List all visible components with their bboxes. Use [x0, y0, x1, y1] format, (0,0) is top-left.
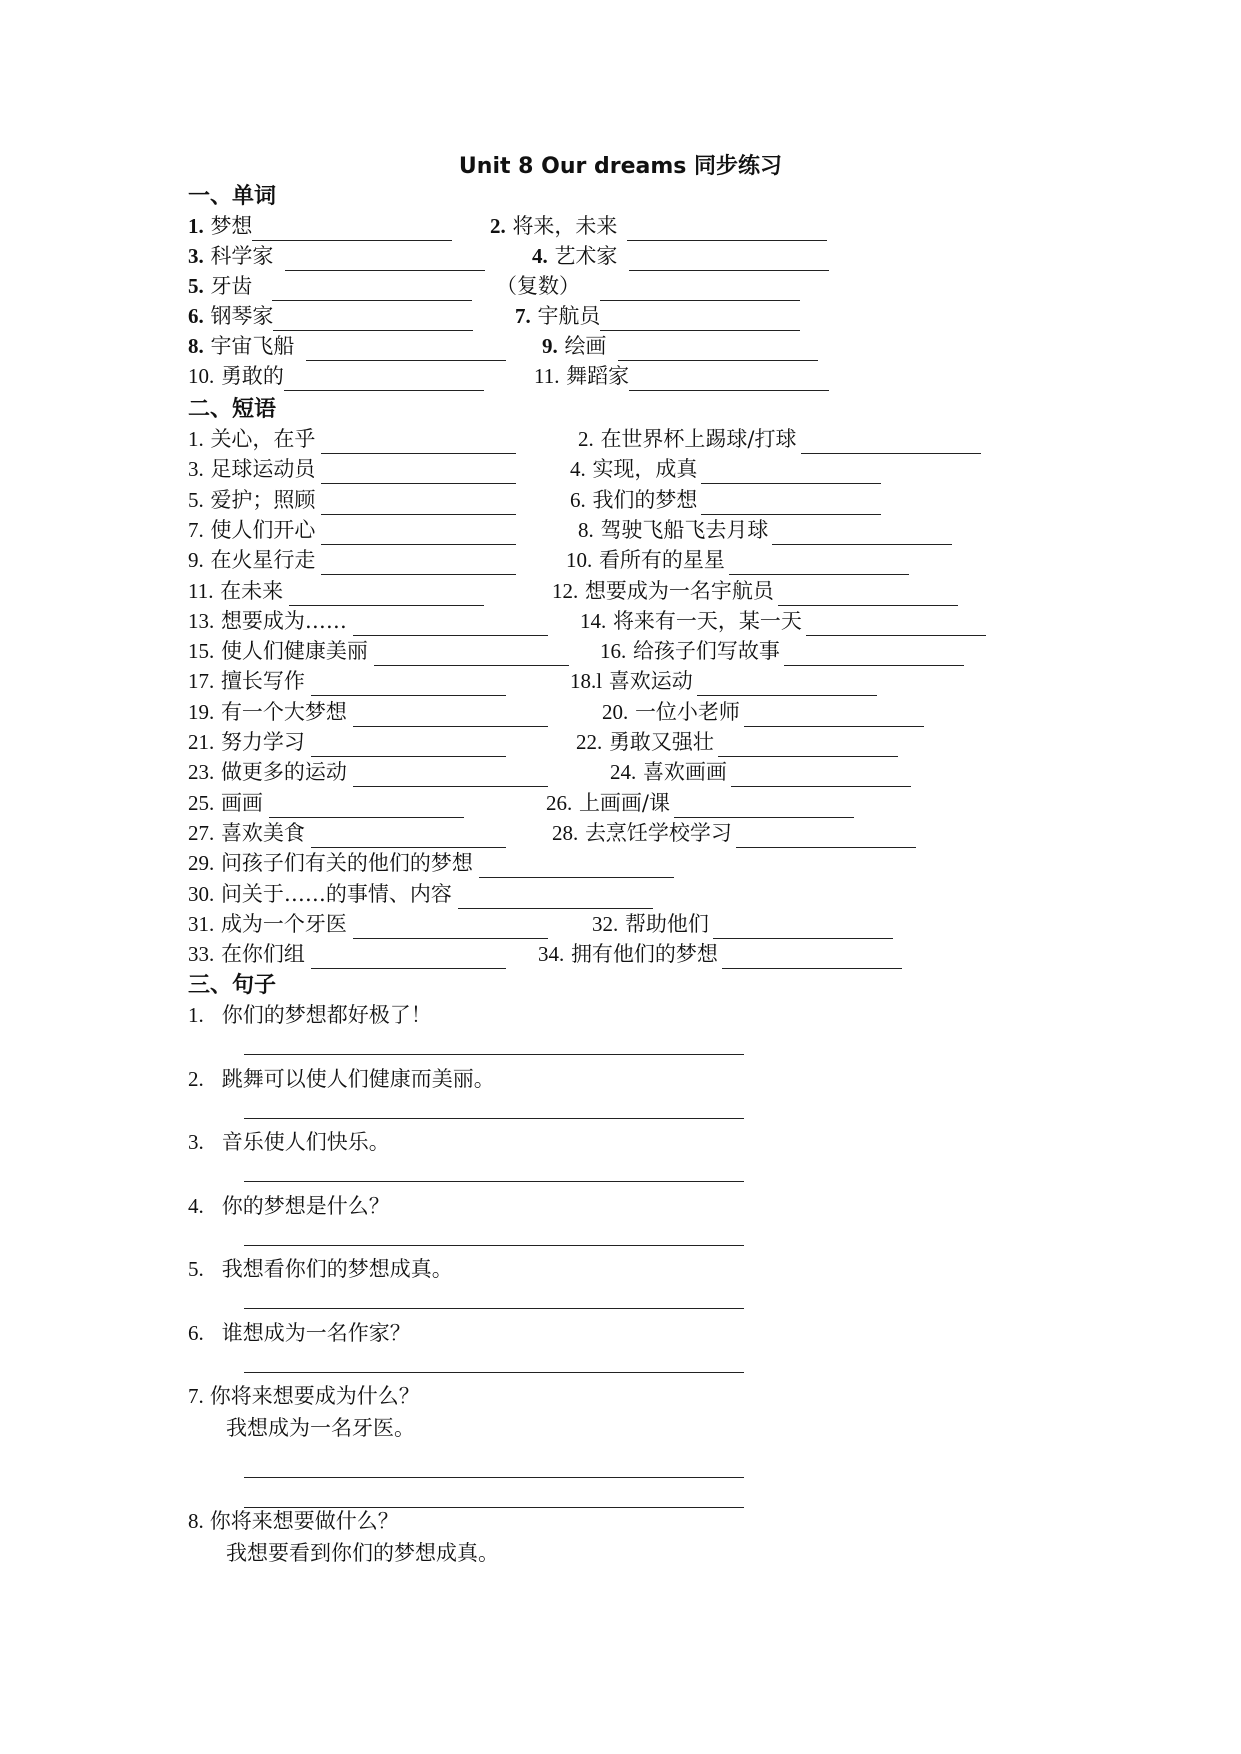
item-number: 2. — [490, 214, 506, 238]
item-number: 1. — [188, 1003, 204, 1027]
exercise-item — [188, 939, 506, 969]
answer-blank[interactable] — [701, 492, 881, 515]
answer-blank[interactable] — [718, 734, 898, 757]
exercise-item — [542, 331, 818, 361]
item-number: 11. — [188, 579, 214, 603]
item-prompt: 在火星行走 — [210, 548, 316, 572]
item-number: 1. — [188, 214, 204, 238]
sentence-item — [188, 1318, 411, 1348]
exercise-item — [188, 606, 548, 636]
item-prompt: 艺术家 — [554, 244, 618, 268]
answer-blank[interactable] — [701, 461, 881, 484]
sentence-prompt: 你们的梦想都好极了！ — [221, 1003, 432, 1027]
item-prompt: 努力学习 — [220, 730, 305, 754]
item-number: 3. — [188, 1130, 204, 1154]
exercise-item — [188, 241, 485, 271]
item-prompt: 拥有他们的梦想 — [570, 942, 718, 966]
answer-blank[interactable] — [801, 431, 981, 454]
answer-blank[interactable] — [311, 734, 506, 757]
answer-line[interactable] — [244, 1372, 744, 1373]
item-prompt: 一位小老师 — [634, 700, 740, 724]
section-heading-sentences: 三、句子 — [188, 973, 277, 998]
item-number: 15. — [188, 639, 215, 663]
sentence-prompt: 你的梦想是什么？ — [221, 1194, 390, 1218]
exercise-item — [538, 939, 902, 969]
sentence-item — [188, 1127, 390, 1157]
item-prompt: 上画画/课 — [578, 791, 671, 815]
item-prompt: 看所有的星星 — [598, 548, 725, 572]
exercise-item — [496, 271, 800, 301]
sentence-prompt: 谁想成为一名作家？ — [221, 1321, 411, 1345]
exercise-item — [188, 697, 548, 727]
answer-blank[interactable] — [353, 764, 548, 787]
item-number: 28. — [552, 821, 579, 845]
exercise-item — [602, 697, 924, 727]
exercise-item — [534, 361, 829, 391]
item-number: 31. — [188, 912, 215, 936]
item-prompt: 牙齿 — [210, 274, 253, 298]
answer-blank[interactable] — [321, 431, 516, 454]
item-number: 8. — [188, 1509, 204, 1533]
exercise-item — [188, 848, 674, 878]
answer-blank[interactable] — [252, 218, 452, 241]
item-number: 34. — [538, 942, 565, 966]
sentence-item — [188, 1254, 453, 1284]
item-number: 6. — [570, 488, 586, 512]
exercise-item — [188, 636, 569, 666]
exercise-item — [580, 606, 986, 636]
item-prompt: 问关于……的事情、内容 — [220, 882, 452, 906]
answer-line[interactable] — [244, 1308, 744, 1309]
sentence-item — [188, 1064, 495, 1094]
exercise-item — [188, 666, 506, 696]
item-prompt: 帮助他们 — [624, 912, 709, 936]
item-prompt: 擅长写作 — [220, 669, 305, 693]
answer-blank[interactable] — [269, 795, 464, 818]
exercise-item — [188, 818, 506, 848]
exercise-item — [592, 909, 893, 939]
answer-blank[interactable] — [479, 855, 674, 878]
exercise-item — [515, 301, 800, 331]
exercise-item — [188, 331, 506, 361]
item-number: 13. — [188, 609, 215, 633]
exercise-item — [490, 211, 827, 241]
item-number: 9. — [188, 548, 204, 572]
item-prompt: 驾驶飞船飞去月球 — [600, 518, 769, 542]
item-number: 33. — [188, 942, 215, 966]
page-title: Unit 8 Our dreams 同步练习 — [458, 154, 783, 179]
answer-line[interactable] — [244, 1181, 744, 1182]
answer-line[interactable] — [244, 1118, 744, 1119]
item-prompt: 宇宙飞船 — [210, 334, 295, 358]
answer-blank[interactable] — [731, 764, 911, 787]
item-prompt: 画画 — [220, 791, 263, 815]
item-prompt: 足球运动员 — [210, 457, 316, 481]
item-number: 10. — [188, 364, 215, 388]
answer-blank[interactable] — [321, 522, 516, 545]
item-prompt: 爱护；照顾 — [210, 488, 316, 512]
item-number: 19. — [188, 700, 215, 724]
item-prompt: 科学家 — [210, 244, 274, 268]
answer-blank[interactable] — [722, 946, 902, 969]
item-prompt: 喜欢运动 — [608, 669, 693, 693]
exercise-item — [552, 576, 958, 606]
answer-blank[interactable] — [729, 552, 909, 575]
item-number: 8. — [578, 518, 594, 542]
answer-blank[interactable] — [600, 308, 800, 331]
answer-blank[interactable] — [284, 368, 484, 391]
item-prompt: （复数） — [496, 274, 580, 298]
answer-blank[interactable] — [311, 673, 506, 696]
item-number: 5. — [188, 274, 204, 298]
item-prompt: 梦想 — [210, 214, 253, 238]
item-number: 16. — [600, 639, 627, 663]
exercise-item — [576, 727, 898, 757]
exercise-item — [188, 301, 473, 331]
exercise-item — [532, 241, 829, 271]
answer-blank[interactable] — [600, 278, 800, 301]
item-prompt: 钢琴家 — [210, 304, 274, 328]
exercise-item — [188, 271, 472, 301]
answer-blank[interactable] — [321, 492, 516, 515]
item-prompt: 实现，成真 — [592, 457, 698, 481]
answer-blank[interactable] — [353, 704, 548, 727]
item-number: 3. — [188, 244, 204, 268]
exercise-item — [570, 666, 877, 696]
answer-blank[interactable] — [629, 368, 829, 391]
exercise-item — [188, 757, 548, 787]
answer-line[interactable] — [244, 1054, 744, 1055]
item-prompt: 做更多的运动 — [220, 760, 347, 784]
answer-blank[interactable] — [784, 643, 964, 666]
answer-blank[interactable] — [273, 308, 473, 331]
item-number: 7. — [515, 304, 531, 328]
item-number: 18.l — [570, 669, 603, 693]
sentence-item — [188, 1381, 420, 1411]
item-prompt: 在你们组 — [220, 942, 305, 966]
exercise-item — [578, 515, 952, 545]
item-number: 2. — [188, 1067, 204, 1091]
item-number: 22. — [576, 730, 603, 754]
item-number: 25. — [188, 791, 215, 815]
sentence-item — [188, 1506, 399, 1536]
item-prompt: 在未来 — [220, 579, 284, 603]
exercise-item — [570, 485, 881, 515]
exercise-item — [578, 424, 981, 454]
answer-blank[interactable] — [321, 552, 516, 575]
exercise-item — [188, 727, 506, 757]
item-prompt: 使人们开心 — [210, 518, 316, 542]
exercise-item — [188, 545, 516, 575]
item-number: 24. — [610, 760, 637, 784]
item-prompt: 想要成为一名宇航员 — [584, 579, 774, 603]
item-prompt: 宇航员 — [537, 304, 601, 328]
exercise-item — [600, 636, 964, 666]
exercise-item — [566, 545, 909, 575]
sentence-prompt: 跳舞可以使人们健康而美丽。 — [221, 1067, 495, 1091]
item-number: 6. — [188, 304, 204, 328]
sentence-prompt: 音乐使人们快乐。 — [221, 1130, 390, 1154]
answer-blank[interactable] — [778, 583, 958, 606]
answer-blank[interactable] — [353, 613, 548, 636]
item-number: 10. — [566, 548, 593, 572]
answer-blank[interactable] — [697, 673, 877, 696]
exercise-item — [188, 788, 464, 818]
item-number: 12. — [552, 579, 579, 603]
exercise-item — [610, 757, 911, 787]
item-prompt: 成为一个牙医 — [220, 912, 347, 936]
answer-blank[interactable] — [458, 886, 653, 909]
sentence-response: 我想要看到你们的梦想成真。 — [226, 1541, 499, 1565]
sentence-prompt: 你将来想要成为什么？ — [209, 1384, 420, 1408]
answer-line[interactable] — [244, 1477, 744, 1478]
answer-blank[interactable] — [311, 946, 506, 969]
item-number: 3. — [188, 457, 204, 481]
exercise-item — [570, 454, 881, 484]
item-prompt: 问孩子们有关的他们的梦想 — [220, 851, 473, 875]
answer-blank[interactable] — [289, 583, 484, 606]
section-heading-phrases: 二、短语 — [188, 397, 277, 422]
item-prompt: 喜欢画画 — [642, 760, 727, 784]
item-number: 21. — [188, 730, 215, 754]
sentence-prompt: 我想看你们的梦想成真。 — [221, 1257, 453, 1281]
item-number: 7. — [188, 518, 204, 542]
item-prompt: 勇敢又强壮 — [608, 730, 714, 754]
item-number: 5. — [188, 488, 204, 512]
item-prompt: 关心，在乎 — [210, 427, 316, 451]
answer-blank[interactable] — [306, 338, 506, 361]
item-number: 27. — [188, 821, 215, 845]
answer-blank[interactable] — [806, 613, 986, 636]
answer-blank[interactable] — [736, 825, 916, 848]
item-prompt: 将来有一天，某一天 — [612, 609, 802, 633]
item-number: 4. — [570, 457, 586, 481]
item-number: 4. — [188, 1194, 204, 1218]
item-prompt: 去烹饪学校学习 — [584, 821, 732, 845]
item-number: 23. — [188, 760, 215, 784]
exercise-item — [188, 454, 516, 484]
item-prompt: 有一个大梦想 — [220, 700, 347, 724]
answer-blank[interactable] — [713, 916, 893, 939]
item-number: 4. — [532, 244, 548, 268]
section-heading-words: 一、单词 — [188, 184, 277, 209]
item-number: 9. — [542, 334, 558, 358]
answer-blank[interactable] — [744, 704, 924, 727]
item-prompt: 给孩子们写故事 — [632, 639, 780, 663]
item-prompt: 绘画 — [564, 334, 607, 358]
item-number: 2. — [578, 427, 594, 451]
item-number: 29. — [188, 851, 215, 875]
answer-blank[interactable] — [353, 916, 548, 939]
item-prompt: 勇敢的 — [220, 364, 284, 388]
exercise-item — [188, 879, 653, 909]
answer-blank[interactable] — [618, 338, 818, 361]
exercise-item — [188, 515, 516, 545]
item-number: 1. — [188, 427, 204, 451]
item-number: 20. — [602, 700, 629, 724]
answer-line[interactable] — [244, 1245, 744, 1246]
answer-blank[interactable] — [272, 278, 472, 301]
sentence-item — [188, 1000, 432, 1030]
exercise-item — [188, 211, 452, 241]
exercise-item — [188, 361, 484, 391]
answer-blank[interactable] — [374, 643, 569, 666]
exercise-item — [546, 788, 854, 818]
item-prompt: 使人们健康美丽 — [220, 639, 368, 663]
item-prompt: 在世界杯上踢球/打球 — [600, 427, 797, 451]
item-number: 17. — [188, 669, 215, 693]
item-number: 8. — [188, 334, 204, 358]
item-number: 6. — [188, 1321, 204, 1345]
item-number: 14. — [580, 609, 607, 633]
sentence-item — [188, 1191, 390, 1221]
exercise-item — [188, 424, 516, 454]
exercise-item — [188, 485, 516, 515]
item-number: 30. — [188, 882, 215, 906]
item-prompt: 想要成为…… — [220, 609, 347, 633]
item-number: 26. — [546, 791, 573, 815]
item-number: 32. — [592, 912, 619, 936]
answer-blank[interactable] — [321, 461, 516, 484]
item-prompt: 将来，未来 — [512, 214, 618, 238]
sentence-response: 我想成为一名牙医。 — [226, 1416, 415, 1440]
answer-blank[interactable] — [311, 825, 506, 848]
exercise-item — [188, 576, 484, 606]
answer-blank[interactable] — [285, 248, 485, 271]
answer-blank[interactable] — [772, 522, 952, 545]
item-prompt: 我们的梦想 — [592, 488, 698, 512]
item-prompt: 喜欢美食 — [220, 821, 305, 845]
answer-blank[interactable] — [627, 218, 827, 241]
exercise-item — [552, 818, 916, 848]
answer-blank[interactable] — [674, 795, 854, 818]
sentence-prompt: 你将来想要做什么？ — [209, 1509, 399, 1533]
exercise-item — [188, 909, 548, 939]
item-number: 5. — [188, 1257, 204, 1281]
item-number: 7. — [188, 1384, 204, 1408]
answer-blank[interactable] — [629, 248, 829, 271]
item-prompt: 舞蹈家 — [566, 364, 630, 388]
item-number: 11. — [534, 364, 560, 388]
